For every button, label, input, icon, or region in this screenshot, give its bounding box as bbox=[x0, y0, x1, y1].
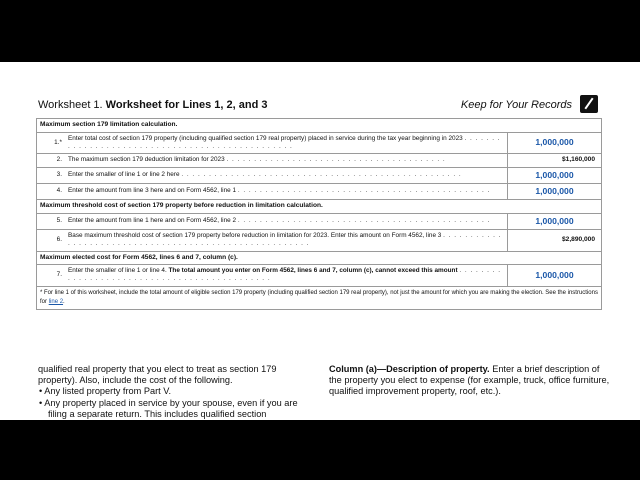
list-item: • Any property placed in service by your spouse, even if you are filing a separate return. This includes qualified section bbox=[38, 398, 308, 420]
section-heading: Maximum elected cost for Form 4562, lines 6 and 7, column (c). bbox=[37, 251, 602, 265]
line-value: $1,160,000 bbox=[508, 154, 602, 168]
line-description: Enter the amount from line 1 here and on Form 4562, line 2 . . . . . . . . . . . . . . . . . . . . . . . . . . . . . . . . . . . . . . . . . . . . . . bbox=[65, 213, 508, 229]
line-number: 2. bbox=[37, 154, 66, 168]
line-number: 6. bbox=[37, 229, 66, 251]
line-value: 1,000,000 bbox=[508, 183, 602, 199]
table-row bbox=[37, 213, 602, 229]
column-a-text: Enter a brief description of the property you elect to expense (for example, truck, office furniture, qualified improvement property, roof, etc.). bbox=[329, 364, 610, 397]
line-number: 1.* bbox=[37, 132, 66, 154]
line-number: 5. bbox=[37, 213, 66, 229]
worksheet-table bbox=[36, 118, 602, 310]
line-description: Base maximum threshold cost of section 179 property before reduction in limitation for 2023. Enter this amount on Form 4562, line 3 . . . . . . . . . . . . . . . . . . . . . . . . . . . . . . . . . . . . . . . . . . . . . . . . . . . . . . . bbox=[65, 229, 508, 251]
line-value: $2,890,000 bbox=[508, 229, 602, 251]
section-heading: Maximum section 179 limitation calculation. bbox=[37, 119, 602, 133]
table-row bbox=[37, 183, 602, 199]
line-number: 7. bbox=[37, 265, 66, 287]
column-a-heading: Column (a)—Description of property. bbox=[329, 364, 490, 374]
line-description: Enter total cost of section 179 property (including qualified section 179 real property) placed in service during the tax year beginning in 2023 . . . . . . . . . . . . . . . . . . . . . . . . . . . . . . . . . . . . . . . . . . . . . . . . bbox=[65, 132, 508, 154]
line-number: 3. bbox=[37, 167, 66, 183]
table-row bbox=[37, 154, 602, 168]
right-column-text bbox=[329, 364, 611, 398]
line-value: 1,000,000 bbox=[508, 132, 602, 154]
line-value: 1,000,000 bbox=[508, 265, 602, 287]
worksheet-title: Worksheet for Lines 1, 2, and 3 bbox=[105, 99, 268, 111]
pencil-icon bbox=[580, 95, 598, 113]
table-row bbox=[37, 265, 602, 287]
worksheet-header bbox=[38, 99, 600, 115]
line-description: The maximum section 179 deduction limitation for 2023 . . . . . . . . . . . . . . . . . . . . . . . . . . . . . . . . . . . . . . . . bbox=[65, 154, 508, 168]
line-description: Enter the smaller of line 1 or line 4. The total amount you enter on Form 4562, lines 6 and 7, column (c), cannot exceed this amount . . . . . . . . . . . . . . . . . . . . . . . . . . . . . . . . . . . . . . . . . . . . . bbox=[65, 265, 508, 287]
line-2-link[interactable]: line 2 bbox=[48, 298, 64, 305]
document-page bbox=[0, 62, 640, 420]
section-heading: Maximum threshold cost of section 179 property before reduction in limitation calculation. bbox=[37, 200, 602, 214]
list-item: • Any listed property from Part V. bbox=[38, 386, 308, 397]
line-number: 4. bbox=[37, 183, 66, 199]
table-row bbox=[37, 229, 602, 251]
line-description: Enter the amount from line 3 here and on Form 4562, line 1 . . . . . . . . . . . . . . . . . . . . . . . . . . . . . . . . . . . . . . . . . . . . . . bbox=[65, 183, 508, 199]
table-row bbox=[37, 132, 602, 154]
line-value: 1,000,000 bbox=[508, 167, 602, 183]
keep-for-records-note: Keep for Your Records bbox=[460, 99, 572, 111]
left-column-text bbox=[38, 364, 308, 420]
worksheet-footnote: * For line 1 of this worksheet, include the total amount of eligible section 179 property (including qualified section 179 real property), not just the amount for which you are making the election. See the instructions for line 2. bbox=[37, 286, 602, 309]
left-intro: qualified real property that you elect to treat as section 179 property). Also, include the cost of the following. bbox=[38, 364, 277, 386]
worksheet-number: Worksheet 1. bbox=[38, 99, 103, 111]
line-description: Enter the smaller of line 1 or line 2 here . . . . . . . . . . . . . . . . . . . . . . . . . . . . . . . . . . . . . . . . . . . . . . . . . . . bbox=[65, 167, 508, 183]
table-row bbox=[37, 167, 602, 183]
line-value: 1,000,000 bbox=[508, 213, 602, 229]
